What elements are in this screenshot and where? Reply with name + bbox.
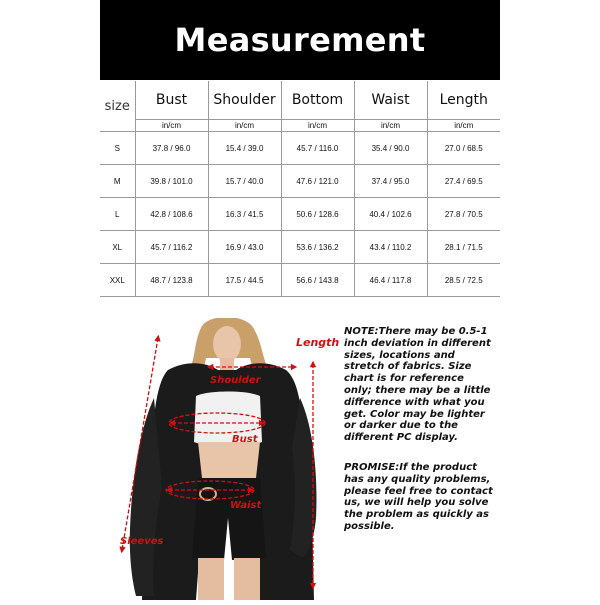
unit-label: in/cm bbox=[135, 120, 208, 132]
table-row bbox=[100, 165, 500, 198]
table-cell: 15.7 / 40.0 bbox=[208, 165, 281, 198]
measurement-banner bbox=[100, 0, 500, 80]
table-cell: 40.4 / 102.6 bbox=[354, 198, 427, 231]
table-header-row bbox=[100, 81, 500, 120]
column-header-bottom: Bottom bbox=[281, 81, 354, 120]
table-cell: 37.8 / 96.0 bbox=[135, 132, 208, 165]
table-cell: 16.9 / 43.0 bbox=[208, 231, 281, 264]
column-header-length: Length bbox=[427, 81, 500, 120]
table-row bbox=[100, 264, 500, 297]
table-cell: 48.7 / 123.8 bbox=[135, 264, 208, 297]
sleeves-label: Sleeves bbox=[120, 536, 164, 547]
table-row bbox=[100, 132, 500, 165]
unit-row bbox=[100, 120, 500, 132]
size-cell: L bbox=[100, 198, 135, 231]
size-column-header: size bbox=[100, 81, 135, 132]
size-cell: XXL bbox=[100, 264, 135, 297]
table-cell: 56.6 / 143.8 bbox=[281, 264, 354, 297]
model-illustration bbox=[110, 318, 342, 600]
table-cell: 27.4 / 69.5 bbox=[427, 165, 500, 198]
size-chart-table bbox=[100, 81, 500, 297]
table-cell: 37.4 / 95.0 bbox=[354, 165, 427, 198]
notes-panel bbox=[344, 326, 494, 533]
column-header-shoulder: Shoulder bbox=[208, 81, 281, 120]
table-cell: 27.0 / 68.5 bbox=[427, 132, 500, 165]
table-cell: 15.4 / 39.0 bbox=[208, 132, 281, 165]
table-cell: 42.8 / 108.6 bbox=[135, 198, 208, 231]
table-cell: 16.3 / 41.5 bbox=[208, 198, 281, 231]
model-measurement-diagram bbox=[110, 318, 342, 600]
model-face bbox=[213, 326, 241, 362]
column-header-waist: Waist bbox=[354, 81, 427, 120]
table-cell: 35.4 / 90.0 bbox=[354, 132, 427, 165]
shoulder-label: Shoulder bbox=[210, 375, 261, 386]
table-cell: 17.5 / 44.5 bbox=[208, 264, 281, 297]
table-cell: 50.6 / 128.6 bbox=[281, 198, 354, 231]
table-cell: 28.5 / 72.5 bbox=[427, 264, 500, 297]
size-cell: S bbox=[100, 132, 135, 165]
waist-label: Waist bbox=[230, 500, 262, 511]
unit-label: in/cm bbox=[427, 120, 500, 132]
table-cell: 43.4 / 110.2 bbox=[354, 231, 427, 264]
table-cell: 45.7 / 116.2 bbox=[135, 231, 208, 264]
table-cell: 46.4 / 117.8 bbox=[354, 264, 427, 297]
banner-title: Measurement bbox=[174, 21, 426, 59]
length-label: Length bbox=[296, 336, 340, 349]
size-cell: XL bbox=[100, 231, 135, 264]
unit-label: in/cm bbox=[281, 120, 354, 132]
deviation-note: NOTE:There may be 0.5-1 inch deviation in different sizes, locations and stretch of fabrics. Size chart is for reference only; there may be a little difference with what you get. Color may be lighter or darker due to the different PC display. bbox=[344, 326, 491, 444]
table-cell: 47.6 / 121.0 bbox=[281, 165, 354, 198]
quality-promise-note: PROMISE:If the product has any quality problems, please feel free to contact us, we will help you solve the problem as quickly as possible. bbox=[344, 461, 493, 532]
table-cell: 53.6 / 136.2 bbox=[281, 231, 354, 264]
table-cell: 28.1 / 71.5 bbox=[427, 231, 500, 264]
table-cell: 45.7 / 116.0 bbox=[281, 132, 354, 165]
unit-label: in/cm bbox=[354, 120, 427, 132]
table-row bbox=[100, 198, 500, 231]
unit-label: in/cm bbox=[208, 120, 281, 132]
table-cell: 39.8 / 101.0 bbox=[135, 165, 208, 198]
size-cell: M bbox=[100, 165, 135, 198]
bust-label: Bust bbox=[232, 434, 258, 445]
table-cell: 27.8 / 70.5 bbox=[427, 198, 500, 231]
table-row bbox=[100, 231, 500, 264]
column-header-bust: Bust bbox=[135, 81, 208, 120]
